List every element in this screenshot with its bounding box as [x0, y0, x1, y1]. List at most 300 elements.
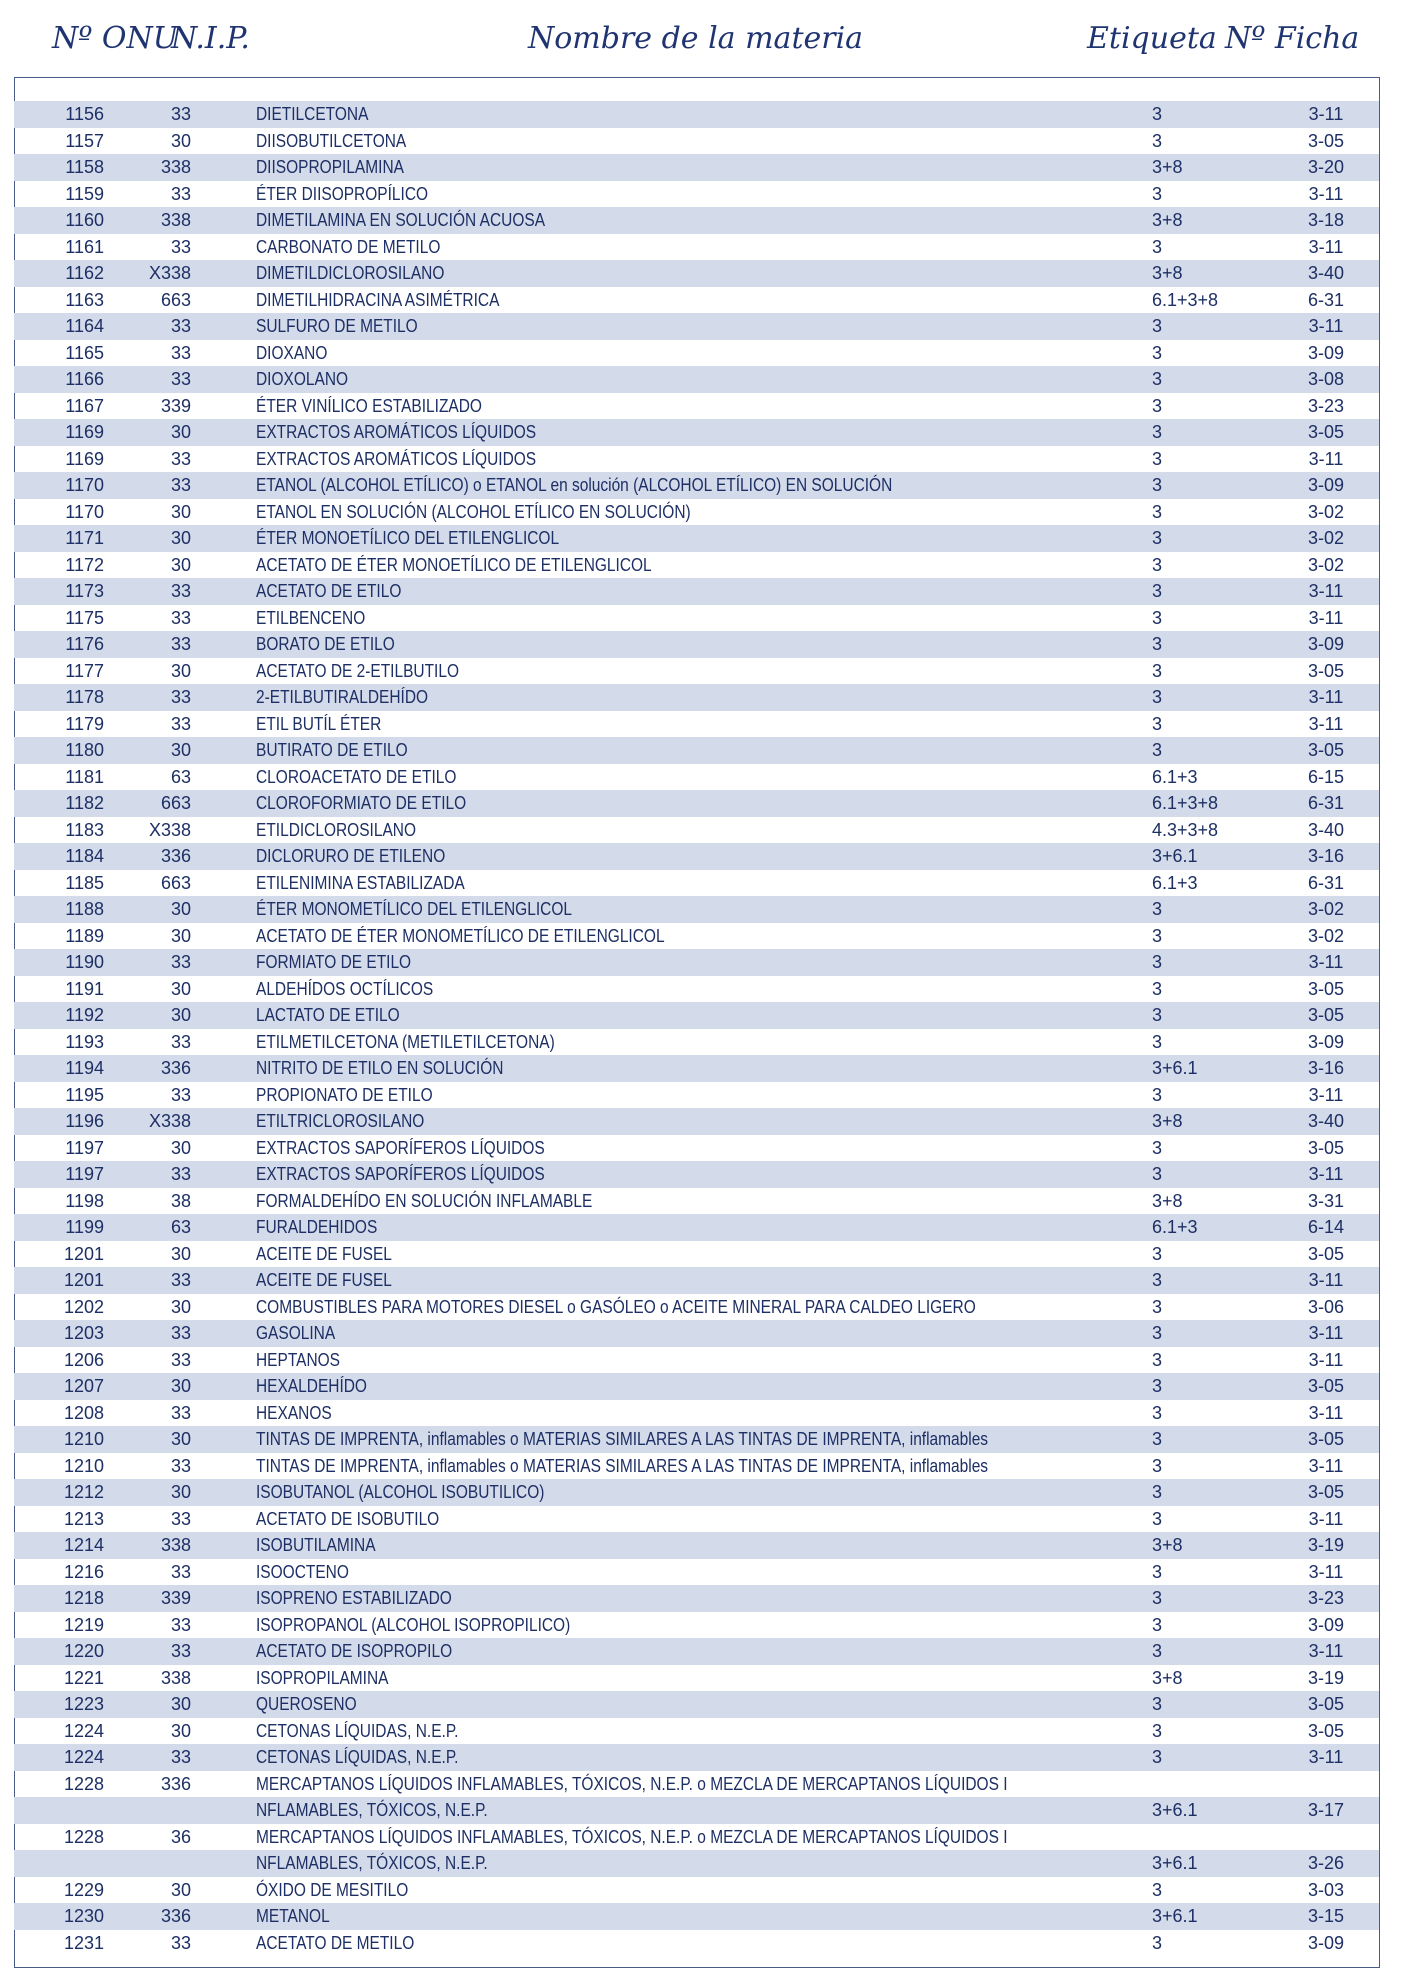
cell-etiqueta: 3 — [1152, 581, 1163, 601]
cell-onu: 1221 — [63, 1667, 104, 1688]
cell-name: CARBONATO DE METILO — [256, 236, 441, 257]
cell-name: HEXALDEHÍDO — [256, 1376, 367, 1396]
cell-ficha: 3-05 — [1307, 1137, 1345, 1158]
table-row — [14, 817, 1379, 844]
cell-nip: 30 — [170, 528, 191, 548]
cell-ficha: 3-05 — [1307, 130, 1345, 151]
cell-name: ÓXIDO DE MESITILO — [256, 1879, 409, 1900]
cell-etiqueta: 3+8 — [1152, 263, 1183, 283]
table-row — [14, 1294, 1379, 1321]
cell-ficha: 3-20 — [1307, 157, 1345, 177]
cell-etiqueta: 3 — [1152, 501, 1163, 522]
table-row — [14, 552, 1379, 579]
cell-name: MERCAPTANOS LÍQUIDOS INFLAMABLES, TÓXICOS, N.E.P. o MEZCLA DE MERCAPTANOS LÍQUIDOS I — [256, 1773, 1008, 1794]
table-row — [14, 1479, 1379, 1506]
cell-name: EXTRACTOS SAPORÍFEROS LÍQUIDOS — [256, 1137, 545, 1158]
cell-etiqueta: 6.1+3+8 — [1152, 289, 1219, 310]
table-row — [14, 1559, 1379, 1586]
cell-ficha: 3-05 — [1307, 1720, 1345, 1741]
cell-etiqueta: 4.3+3+8 — [1152, 819, 1219, 840]
table-row — [14, 1373, 1379, 1400]
cell-ficha: 3-11 — [1308, 581, 1344, 601]
cell-ficha: 6-31 — [1307, 872, 1345, 893]
cell-ficha: 3-11 — [1308, 952, 1344, 972]
cell-nip: 33 — [170, 1932, 191, 1953]
cell-nip: 339 — [160, 1588, 191, 1608]
cell-etiqueta: 3 — [1152, 687, 1163, 707]
cell-etiqueta: 3 — [1152, 342, 1163, 363]
cell-ficha: 3-11 — [1308, 1641, 1344, 1661]
table-row — [14, 578, 1379, 605]
cell-name: HEPTANOS — [256, 1349, 341, 1370]
cell-ficha: 3-02 — [1307, 925, 1345, 946]
cell-name: DIISOBUTILCETONA — [256, 130, 407, 151]
cell-ficha: 3-23 — [1307, 1588, 1345, 1608]
cell-name: ETILDICLOROSILANO — [256, 819, 417, 840]
cell-nip: X338 — [148, 1111, 191, 1131]
cell-onu: 1228 — [63, 1773, 104, 1794]
cell-ficha: 3-11 — [1308, 316, 1344, 336]
cell-ficha: 3-05 — [1307, 1429, 1345, 1449]
table-row — [14, 366, 1379, 393]
cell-onu: 1183 — [65, 819, 104, 840]
cell-etiqueta: 3 — [1152, 1588, 1163, 1608]
cell-onu: 1197 — [65, 1137, 104, 1158]
cell-etiqueta: 3 — [1152, 978, 1163, 999]
table-row — [14, 1426, 1379, 1453]
cell-nip: 336 — [160, 1906, 191, 1926]
cell-name: FURALDEHIDOS — [256, 1217, 378, 1237]
header-etiqueta: Etiqueta — [1087, 21, 1217, 56]
cell-onu: 1197 — [65, 1164, 104, 1184]
cell-etiqueta: 3 — [1152, 104, 1163, 124]
table-row — [14, 1532, 1379, 1559]
cell-ficha: 3-31 — [1307, 1190, 1345, 1211]
cell-etiqueta: 3 — [1152, 1084, 1163, 1105]
cell-etiqueta: 3 — [1152, 660, 1163, 681]
table-row — [14, 1400, 1379, 1427]
cell-onu: 1201 — [63, 1270, 104, 1290]
cell-onu: 1165 — [65, 342, 104, 363]
cell-etiqueta: 3 — [1152, 1641, 1163, 1661]
cell-onu: 1212 — [63, 1482, 104, 1502]
table-row — [14, 1108, 1379, 1135]
cell-nip: 30 — [170, 978, 191, 999]
cell-onu: 1229 — [63, 1879, 104, 1900]
cell-etiqueta: 3 — [1152, 448, 1163, 469]
cell-onu: 1160 — [65, 210, 104, 230]
table-row — [14, 1930, 1379, 1957]
cell-name: ISOBUTANOL (ALCOHOL ISOBUTILICO) — [256, 1482, 545, 1502]
table-row — [14, 843, 1379, 870]
cell-onu: 1159 — [65, 183, 104, 204]
cell-onu: 1210 — [63, 1455, 104, 1476]
cell-etiqueta: 3 — [1152, 607, 1163, 628]
cell-onu: 1228 — [63, 1826, 104, 1847]
cell-etiqueta: 3 — [1152, 1164, 1163, 1184]
cell-onu: 1218 — [63, 1588, 104, 1608]
cell-etiqueta: 3 — [1152, 1402, 1163, 1423]
cell-nip: 30 — [170, 1429, 191, 1449]
table-row — [14, 340, 1379, 367]
cell-nip: 33 — [170, 634, 191, 654]
table-row — [14, 711, 1379, 738]
cell-nip: 33 — [170, 1031, 191, 1052]
cell-nip: 30 — [170, 501, 191, 522]
cell-ficha: 3-11 — [1308, 1455, 1344, 1476]
cell-nip: 338 — [160, 1667, 191, 1688]
cell-name: ETILBENCENO — [256, 607, 366, 628]
cell-etiqueta: 6.1+3 — [1152, 1217, 1198, 1237]
cell-nip: 33 — [170, 369, 191, 389]
cell-onu: 1199 — [65, 1217, 104, 1237]
table-row — [14, 605, 1379, 632]
cell-etiqueta: 3 — [1152, 1296, 1163, 1317]
cell-name: FORMIATO DE ETILO — [256, 952, 412, 972]
table-row — [14, 1347, 1379, 1374]
cell-onu: 1196 — [65, 1111, 104, 1131]
cell-onu: 1170 — [65, 501, 104, 522]
cell-nip: 33 — [170, 1349, 191, 1370]
cell-etiqueta: 3 — [1152, 475, 1163, 495]
cell-nip: 336 — [160, 1773, 191, 1794]
cell-nip: 33 — [170, 316, 191, 336]
cell-name: ACETATO DE ISOBUTILO — [256, 1508, 440, 1529]
cell-name: TINTAS DE IMPRENTA, inflamables o MATERIAS SIMILARES A LAS TINTAS DE IMPRENTA, inflamables — [256, 1455, 989, 1476]
cell-ficha: 3-11 — [1308, 1164, 1344, 1184]
table-row — [14, 1002, 1379, 1029]
table-row — [14, 181, 1379, 208]
cell-name: EXTRACTOS AROMÁTICOS LÍQUIDOS — [256, 448, 537, 469]
cell-name: ISOBUTILAMINA — [256, 1535, 376, 1555]
cell-etiqueta: 3 — [1152, 1614, 1163, 1635]
cell-etiqueta: 3 — [1152, 1482, 1163, 1502]
table-row — [14, 1638, 1379, 1665]
cell-onu: 1172 — [65, 554, 104, 575]
cell-ficha: 3-11 — [1308, 1747, 1344, 1767]
cell-etiqueta: 3 — [1152, 1694, 1163, 1714]
table-row — [14, 658, 1379, 685]
cell-ficha: 3-09 — [1307, 1614, 1345, 1635]
cell-nip: 30 — [170, 554, 191, 575]
cell-onu: 1192 — [65, 1005, 104, 1025]
cell-nip: 30 — [170, 422, 191, 442]
cell-ficha: 3-19 — [1307, 1535, 1345, 1555]
cell-onu: 1210 — [63, 1429, 104, 1449]
cell-etiqueta: 3+6.1 — [1152, 1800, 1198, 1820]
cell-nip: 338 — [160, 157, 191, 177]
cell-etiqueta: 3 — [1152, 1508, 1163, 1529]
cell-nip: 33 — [170, 1747, 191, 1767]
table-row — [14, 1029, 1379, 1056]
cell-ficha: 3-11 — [1308, 183, 1344, 204]
cell-nip: 338 — [160, 210, 191, 230]
table-row — [14, 1161, 1379, 1188]
cell-etiqueta: 3 — [1152, 1005, 1163, 1025]
cell-onu: 1162 — [65, 263, 104, 283]
cell-onu: 1178 — [65, 687, 104, 707]
cell-nip: 33 — [170, 581, 191, 601]
cell-name: ETANOL EN SOLUCIÓN (ALCOHOL ETÍLICO EN SOLUCIÓN) — [256, 501, 691, 522]
header-nip: N.I.P. — [171, 21, 250, 56]
cell-onu: 1177 — [65, 660, 104, 681]
cell-etiqueta: 3+8 — [1152, 1667, 1183, 1688]
cell-name: ACETATO DE ETILO — [256, 581, 402, 601]
cell-nip: 30 — [170, 130, 191, 151]
table-row — [14, 1188, 1379, 1215]
cell-name: ÉTER MONOETÍLICO DEL ETILENGLICOL — [256, 528, 560, 548]
table-row — [14, 764, 1379, 791]
cell-name: ETILTRICLOROSILANO — [256, 1111, 425, 1131]
cell-name: NITRITO DE ETILO EN SOLUCIÓN — [256, 1058, 504, 1078]
cell-nip: 36 — [170, 1826, 191, 1847]
cell-nip: 30 — [170, 1376, 191, 1396]
cell-etiqueta: 3 — [1152, 1561, 1163, 1582]
cell-onu: 1203 — [63, 1323, 104, 1343]
cell-etiqueta: 3+8 — [1152, 157, 1183, 177]
table-row — [14, 1691, 1379, 1718]
cell-name: ACETATO DE METILO — [256, 1932, 415, 1953]
cell-onu: 1176 — [65, 634, 104, 654]
cell-onu: 1158 — [65, 157, 104, 177]
cell-etiqueta: 3+6.1 — [1152, 846, 1198, 866]
cell-name: DICLORURO DE ETILENO — [256, 846, 446, 866]
cell-nip: X338 — [148, 819, 191, 840]
cell-nip: 33 — [170, 342, 191, 363]
cell-onu: 1182 — [65, 793, 104, 813]
cell-ficha: 3-09 — [1307, 342, 1345, 363]
cell-onu: 1171 — [65, 528, 104, 548]
cell-nip: 33 — [170, 1614, 191, 1635]
cell-etiqueta: 3 — [1152, 1349, 1163, 1370]
cell-nip: 33 — [170, 952, 191, 972]
cell-ficha: 3-11 — [1308, 1084, 1344, 1105]
table-row — [14, 949, 1379, 976]
table-row — [14, 1055, 1379, 1082]
cell-ficha: 3-40 — [1307, 263, 1345, 283]
cell-ficha: 3-09 — [1307, 475, 1345, 495]
cell-onu: 1163 — [65, 289, 104, 310]
cell-ficha: 3-11 — [1308, 236, 1344, 257]
cell-name: ACETATO DE ISOPROPILO — [256, 1641, 453, 1661]
cell-nip: 30 — [170, 1694, 191, 1714]
header-onu: Nº ONU — [52, 21, 179, 56]
cell-onu: 1208 — [63, 1402, 104, 1423]
cell-nip: 63 — [170, 766, 191, 787]
cell-name: LACTATO DE ETILO — [256, 1005, 400, 1025]
table-row — [14, 260, 1379, 287]
cell-ficha: 3-08 — [1307, 369, 1345, 389]
cell-name: ACEITE DE FUSEL — [256, 1270, 392, 1290]
cell-nip: 33 — [170, 448, 191, 469]
cell-nip: 33 — [170, 1270, 191, 1290]
cell-ficha: 3-11 — [1308, 687, 1344, 707]
table-row — [14, 207, 1379, 234]
cell-name: ACETATO DE 2-ETILBUTILO — [256, 660, 460, 681]
table-row — [14, 1214, 1379, 1241]
cell-ficha: 3-05 — [1307, 1005, 1345, 1025]
cell-etiqueta: 3 — [1152, 1747, 1163, 1767]
cell-name: DIOXOLANO — [256, 369, 349, 389]
cell-nip: 33 — [170, 1508, 191, 1529]
cell-onu: 1219 — [63, 1614, 104, 1635]
cell-etiqueta: 3 — [1152, 369, 1163, 389]
table-row — [14, 393, 1379, 420]
cell-nip: 30 — [170, 740, 191, 760]
cell-etiqueta: 3 — [1152, 1323, 1163, 1343]
cell-onu: 1184 — [65, 846, 104, 866]
table-row — [14, 1135, 1379, 1162]
cell-nip: 38 — [170, 1190, 191, 1211]
cell-etiqueta: 3 — [1152, 183, 1163, 204]
cell-etiqueta: 3 — [1152, 1720, 1163, 1741]
cell-nip: 30 — [170, 1482, 191, 1502]
cell-name: ISOPRENO ESTABILIZADO — [256, 1588, 452, 1608]
cell-etiqueta: 3 — [1152, 1243, 1163, 1264]
cell-nip: 33 — [170, 1455, 191, 1476]
table-row — [14, 1771, 1379, 1798]
cell-ficha: 3-11 — [1308, 1402, 1344, 1423]
table-row — [14, 1850, 1379, 1877]
cell-ficha: 3-05 — [1307, 1376, 1345, 1396]
table-row — [14, 790, 1379, 817]
cell-name: EXTRACTOS AROMÁTICOS LÍQUIDOS — [256, 422, 537, 442]
cell-name: DIMETILHIDRACINA ASIMÉTRICA — [256, 289, 500, 310]
materials-table — [14, 101, 1379, 1956]
cell-ficha: 3-16 — [1307, 846, 1345, 866]
cell-etiqueta: 3+6.1 — [1152, 1853, 1198, 1873]
table-row — [14, 1585, 1379, 1612]
cell-ficha: 3-11 — [1308, 1270, 1344, 1290]
cell-etiqueta: 3 — [1152, 1455, 1163, 1476]
table-row — [14, 870, 1379, 897]
cell-onu: 1169 — [65, 422, 104, 442]
cell-name: 2-ETILBUTIRALDEHÍDO — [256, 687, 429, 707]
cell-ficha: 3-11 — [1308, 1323, 1344, 1343]
cell-name: ALDEHÍDOS OCTÍLICOS — [256, 978, 434, 999]
cell-ficha: 3-05 — [1307, 1694, 1345, 1714]
cell-etiqueta: 3 — [1152, 1376, 1163, 1396]
cell-etiqueta: 6.1+3 — [1152, 766, 1198, 787]
cell-onu: 1220 — [63, 1641, 104, 1661]
cell-nip: 663 — [160, 793, 191, 813]
table-row — [14, 499, 1379, 526]
cell-nip: 33 — [170, 687, 191, 707]
cell-ficha: 3-05 — [1307, 978, 1345, 999]
table-row — [14, 525, 1379, 552]
table-row — [14, 1241, 1379, 1268]
cell-name: NFLAMABLES, TÓXICOS, N.E.P. — [256, 1853, 488, 1873]
cell-etiqueta: 3+6.1 — [1152, 1058, 1198, 1078]
cell-etiqueta: 3 — [1152, 740, 1163, 760]
cell-ficha: 3-02 — [1307, 528, 1345, 548]
cell-name: ÉTER DIISOPROPÍLICO — [256, 183, 429, 204]
cell-name: QUEROSENO — [256, 1694, 357, 1714]
cell-name: BUTIRATO DE ETILO — [256, 740, 408, 760]
table-row — [14, 737, 1379, 764]
table-row — [14, 1718, 1379, 1745]
cell-onu: 1191 — [65, 978, 104, 999]
cell-onu: 1230 — [63, 1906, 104, 1926]
cell-onu: 1157 — [65, 130, 104, 151]
cell-name: DIOXANO — [256, 342, 328, 363]
cell-etiqueta: 3 — [1152, 316, 1163, 336]
table-row — [14, 419, 1379, 446]
cell-name: EXTRACTOS SAPORÍFEROS LÍQUIDOS — [256, 1164, 545, 1184]
cell-ficha: 3-02 — [1307, 899, 1345, 919]
cell-onu: 1195 — [65, 1084, 104, 1105]
table-row — [14, 313, 1379, 340]
cell-etiqueta: 3 — [1152, 395, 1163, 416]
cell-ficha: 3-11 — [1308, 1349, 1344, 1370]
table-row — [14, 1506, 1379, 1533]
cell-name: CLOROACETATO DE ETILO — [256, 766, 457, 787]
cell-onu: 1207 — [63, 1376, 104, 1396]
cell-nip: 663 — [160, 289, 191, 310]
cell-name: ETIL BUTÍL ÉTER — [256, 713, 382, 734]
cell-nip: 336 — [160, 1058, 191, 1078]
cell-name: COMBUSTIBLES PARA MOTORES DIESEL o GASÓLEO o ACEITE MINERAL PARA CALDEO LIGERO — [256, 1296, 976, 1317]
cell-ficha: 3-11 — [1308, 104, 1344, 124]
table-row — [14, 1824, 1379, 1851]
table-row — [14, 128, 1379, 155]
cell-nip: 30 — [170, 925, 191, 946]
cell-onu: 1194 — [65, 1058, 104, 1078]
cell-nip: 336 — [160, 846, 191, 866]
header-ficha: Nº Ficha — [1225, 21, 1360, 56]
cell-ficha: 3-02 — [1307, 501, 1345, 522]
cell-nip: 33 — [170, 1164, 191, 1184]
cell-name: METANOL — [256, 1906, 330, 1926]
cell-onu: 1166 — [65, 369, 104, 389]
cell-etiqueta: 3+8 — [1152, 210, 1183, 230]
cell-ficha: 3-15 — [1307, 1906, 1345, 1926]
cell-onu: 1170 — [65, 475, 104, 495]
table-row — [14, 1612, 1379, 1639]
cell-etiqueta: 3 — [1152, 130, 1163, 151]
cell-ficha: 3-05 — [1307, 740, 1345, 760]
cell-nip: 33 — [170, 236, 191, 257]
cell-onu: 1231 — [63, 1932, 104, 1953]
cell-etiqueta: 3 — [1152, 1429, 1163, 1449]
cell-etiqueta: 3 — [1152, 952, 1163, 972]
cell-ficha: 3-26 — [1307, 1853, 1345, 1873]
cell-etiqueta: 3+8 — [1152, 1535, 1183, 1555]
cell-name: ETILENIMINA ESTABILIZADA — [256, 872, 465, 893]
cell-name: ACETATO DE ÉTER MONOMETÍLICO DE ETILENGLICOL — [256, 925, 665, 946]
cell-onu: 1224 — [63, 1747, 104, 1767]
cell-etiqueta: 6.1+3+8 — [1152, 793, 1219, 813]
cell-nip: 33 — [170, 607, 191, 628]
cell-onu: 1179 — [65, 713, 104, 734]
cell-nip: 663 — [160, 872, 191, 893]
cell-onu: 1188 — [65, 899, 104, 919]
cell-onu: 1167 — [65, 395, 104, 416]
cell-etiqueta: 3 — [1152, 554, 1163, 575]
table-row — [14, 154, 1379, 181]
cell-etiqueta: 3+8 — [1152, 1190, 1183, 1211]
cell-ficha: 3-05 — [1307, 422, 1345, 442]
cell-name: ISOPROPANOL (ALCOHOL ISOPROPILICO) — [256, 1614, 571, 1635]
cell-ficha: 3-11 — [1308, 607, 1344, 628]
cell-onu: 1169 — [65, 448, 104, 469]
cell-ficha: 6-15 — [1307, 766, 1345, 787]
cell-etiqueta: 3 — [1152, 528, 1163, 548]
table-row — [14, 234, 1379, 261]
cell-nip: 33 — [170, 1641, 191, 1661]
cell-onu: 1224 — [63, 1720, 104, 1741]
cell-nip: 33 — [170, 713, 191, 734]
